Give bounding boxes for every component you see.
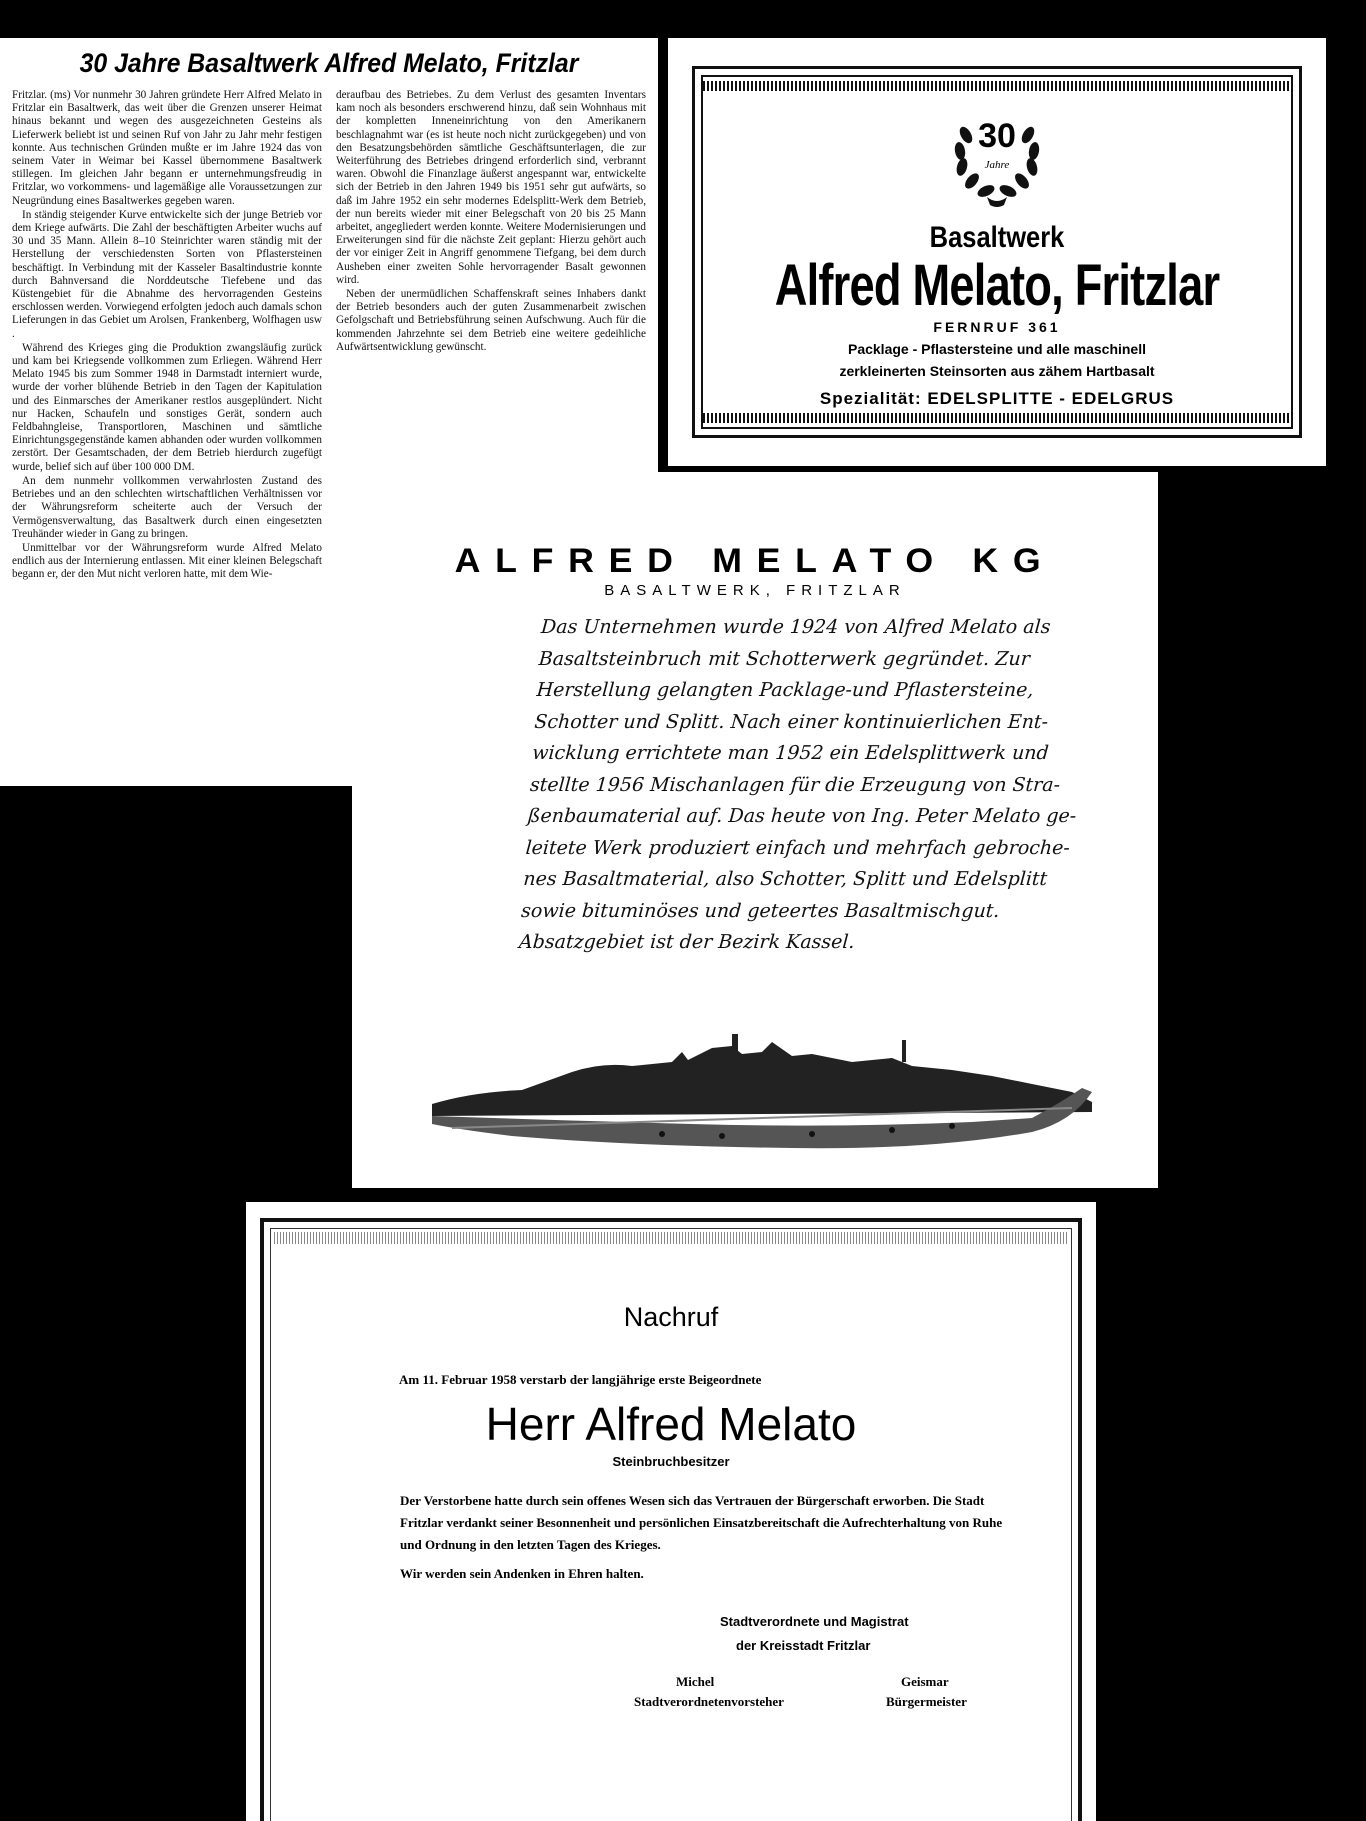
obituary-body	[400, 1490, 1010, 1556]
ad-basaltwerk: Basaltwerk	[929, 221, 1065, 254]
article-paragraph: Fritzlar. (ms) Vor nunmehr 30 Jahren gründete Herr Alfred Melato in Fritzlar ein Basaltwerk, das weit über die Grenzen unserer Heimat hinaus bekannt und wegen des ausgezeichneten Gesteins als Lieferwerk beliebt ist und seinen Ruf von Jahr zu Jahr mehr festigen konnte. Aus technischen Gründen mußte er im Jahre 1924 das von seinem Vater in Weimar bei Kassel übernommene Basaltwerk stillegen. Im gleichen Jahr begann er unternehmungsfreudig in Fritzlar, wo vorkommens- und lagemäßige alle Voraussetzungen zur Neugründung eines Basaltwerkes gegeben waren.	[12, 89, 322, 207]
anniversary-years-label: Jahre	[984, 159, 1010, 171]
article-paragraph: Unmittelbar vor der Währungsreform wurde Alfred Melato endlich aus der Internierung entlassen. Mit einer kleinen Belegschaft begann er, der den Mut nicht verloren hatte, mit dem Wie-	[12, 541, 322, 581]
ad-products-line-1: Packlage - Pflastersteine und alle maschinell	[847, 341, 1146, 357]
signers-line-2: der Kreisstadt Fritzlar	[736, 1638, 871, 1653]
article-title: 30 Jahre Basaltwerk Alfred Melato, Fritzlar	[79, 48, 579, 78]
article-paragraph: deraufbau des Betriebes. Zu dem Verlust des gesamten Inventars kam noch als besonders erschwerend hinzu, daß sein Wohnhaus mit der kompletten Inneneinrichtung von den Amerikanern beschlagnahmt war (es ist heute noch nicht zurückgegeben) und von den Besatzungsbehörden sämtliche Geschäftsunterlagen, die zur Weiterführung des Betriebes dringend erforderlich sind, verbrannt waren. Obwohl die Finanzlage äußerst angespannt war, entwickelte sich der Betrieb in den Jahren 1949 bis 1951 sehr gut aufwärts, so daß im Jahre 1952 ein sehr modernes Edelsplitt-Werk dem Betrieb, der nun bereits wieder mit einer Belegschaft von 20 bis 25 Mann arbeitet, angegliedert werden konnte. Weitere Modernisierungen und Erweiterungen sind für die nächste Zeit geplant: Hierzu gehört auch der vor einiger Zeit in Angriff genommene Tiefgang, bei dem durch Ausheben einer zweiten Sohle hervorragender Basalt gewonnen wird.	[336, 89, 646, 286]
company-history-card	[352, 472, 1158, 1188]
card-text-line: Schotter und Splitt. Nach einer kontinuierlichen Ent-	[533, 710, 1049, 733]
ad-specialty: Spezialität: EDELSPLITTE - EDELGRUS	[819, 389, 1175, 408]
card-text-line: Absatzgebiet ist der Bezirk Kassel.	[518, 931, 856, 953]
card-text-line: ßenbaumaterial auf. Das heute von Ing. Peter Melato ge-	[527, 805, 1077, 827]
card-text-line: Herstellung gelangten Packlage-und Pflastersteine,	[535, 679, 1035, 701]
card-handwritten-text	[518, 612, 1077, 959]
obituary-top-band	[274, 1232, 1068, 1244]
ad-phone: FERNRUF 361	[933, 319, 1061, 335]
anniversary-advertisement	[668, 38, 1326, 466]
ad-content	[703, 105, 1291, 409]
card-text-line: sowie bituminöses und geteertes Basaltmischgut.	[520, 899, 1001, 922]
obituary-closing: Wir werden sein Andenken in Ehren halten.	[400, 1566, 644, 1581]
card-subtitle: BASALTWERK, FRITZLAR	[604, 582, 906, 599]
ad-hatch-top	[703, 81, 1291, 91]
signers-line-1: Stadtverordnete und Magistrat	[720, 1614, 909, 1629]
card-text-line: wicklung errichtete man 1952 ein Edelsplittwerk und	[531, 742, 1050, 764]
article-column-1	[12, 89, 322, 583]
card-title: ALFRED MELATO KG	[454, 542, 1056, 580]
obituary-paragraph: Der Verstorbene hatte durch sein offenes Wesen sich das Vertrauen der Bürgerschaft erworben. Die Stadt Fritzlar verdankt seiner Besonnenheit und persönlichen Einsatzbereitschaft die Aufrechterhaltung von Ruhe und Ordnung in den letzten Tagen des Krieges.	[400, 1493, 1003, 1552]
signer-title-2: Bürgermeister	[886, 1694, 967, 1709]
signer-name-2: Geismar	[901, 1674, 949, 1689]
obituary-intro: Am 11. Februar 1958 verstarb der langjährige erste Beigeordnete	[399, 1372, 762, 1387]
article-paragraph: Während des Krieges ging die Produktion zwangsläufig zurück und kam bei Kriegsende vollkommen zum Erliegen. Während Herr Melato 1945 bis zum Sommer 1948 in Darmstadt interniert wurde, wurde der vorher blühende Betrieb in den Tagen der Kapitulation und des Einmarsches der Amerikaner restlos ausgeplündert. Nicht nur Hacken, Schaufeln und sonstiges Gerät, sondern auch Feldbahngleise, Transportloren, Maschinen und sämtliche Einrichtungsgegenstände kamen abhanden oder wurden vollkommen zerstört. Der Gesamtschaden, der dem Betrieb hierdurch zugefügt wurde, belief sich auf über 100 000 DM.	[12, 341, 322, 473]
ad-hatch-bottom	[703, 413, 1291, 423]
ad-border	[692, 66, 1302, 438]
obituary-role: Steinbruchbesitzer	[612, 1454, 730, 1469]
card-text-line: nes Basaltmaterial, also Schotter, Splitt und Edelsplitt	[522, 868, 1048, 890]
obituary-notice	[246, 1202, 1096, 1821]
card-text-line: stellte 1956 Mischanlagen für die Erzeugung von Stra-	[529, 773, 1061, 796]
obituary-name: Herr Alfred Melato	[485, 1398, 857, 1450]
quarry-plant-illustration	[432, 1032, 1092, 1152]
signer-title-1: Stadtverordnetenvorsteher	[634, 1694, 784, 1709]
card-text-line: Basaltsteinbruch mit Schotterwerk gegründet. Zur	[538, 647, 1031, 670]
ad-inner-border	[701, 75, 1293, 429]
anniversary-number: 30	[978, 117, 1016, 155]
ad-products-line-2: zerkleinerten Steinsorten aus zähem Hartbasalt	[839, 363, 1155, 379]
card-text-line: leitete Werk produziert einfach und mehrfach gebroche-	[524, 836, 1071, 859]
article-paragraph: In ständig steigender Kurve entwickelte sich der junge Betrieb vor dem Kriege aufwärts. Die Zahl der beschäftigten Arbeiter wuchs auf 30 und 35 Mann. Allein 8–10 Steinrichter waren ständig mit der Herstellung der verschiedensten Sorten von Pflastersteinen beschäftigt. In Verbindung mit der Kasseler Basaltindustrie konnte durch Bahnversand die Norddeutsche Tiefebene und das Küstengebiet für die Abnahme des hervorragenden Gesteins erschlossen werden. Vorwiegend erfolgten jedoch auch damals schon Lieferungen in das Gebiet um Arolsen, Frankenberg, Wolfhagen usw .	[12, 208, 322, 340]
article-paragraph: An dem nunmehr vollkommen verwahrlosten Zustand des Betriebes und an den schlechten wirtschaftlichen Verhältnissen vor der Währungsreform scheiterte auch der Versuch der Vermögensverwaltung, das Basaltwerk durch einen eingesetzten Treuhänder wieder in Gang zu bringen.	[12, 474, 322, 540]
article-paragraph: Neben der unermüdlichen Schaffenskraft seines Inhabers dankt der Betrieb besonders auch der guten Zusammenarbeit zwischen Gefolgschaft und Betriebsführung seinen Aufschwung. Auch für die kommenden Jahrzehnte sei dem Betrieb eine weitere gedeihliche Aufwärtsentwicklung gewünscht.	[336, 288, 646, 353]
laurel-wreath-icon	[942, 105, 1052, 215]
signer-name-1: Michel	[676, 1674, 715, 1689]
ad-company-name: Alfred Melato, Fritzlar	[774, 253, 1220, 318]
obituary-title: Nachruf	[623, 1302, 719, 1332]
card-text-line: Das Unternehmen wurde 1924 von Alfred Melato als	[540, 616, 1052, 638]
